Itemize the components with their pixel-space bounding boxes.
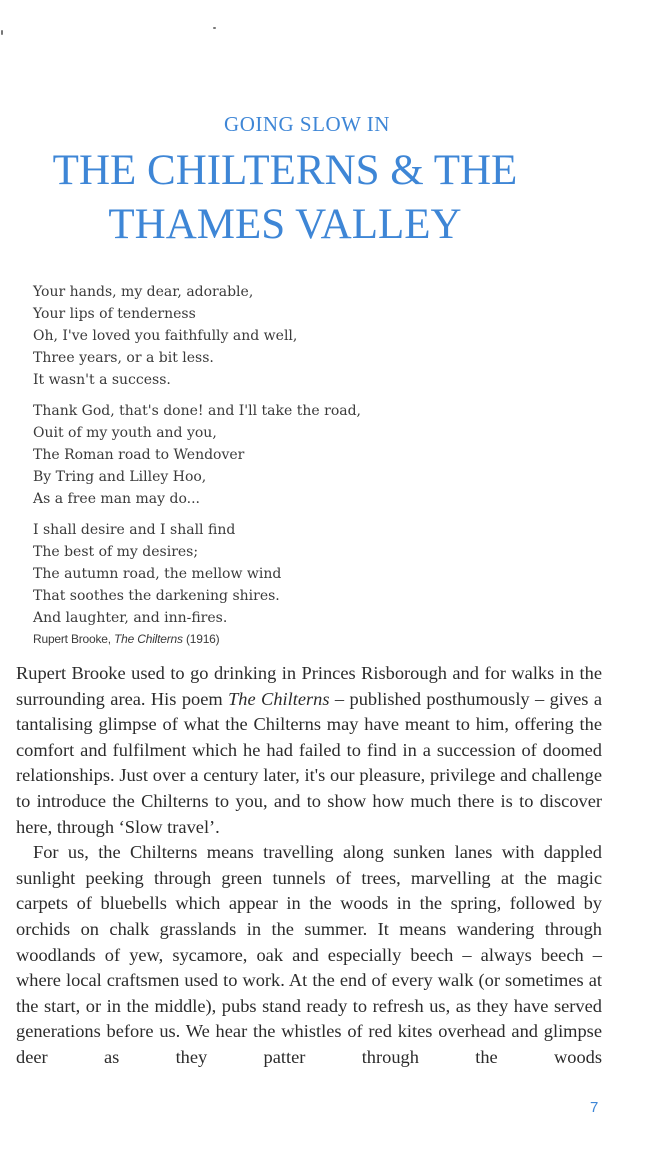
- poem-line: Three years, or a bit less.: [33, 350, 214, 366]
- paper-speck: [213, 27, 216, 29]
- chapter-title: [0, 144, 570, 252]
- poem-line: As a free man may do...: [33, 491, 201, 507]
- page-number: 7: [590, 1099, 599, 1116]
- poem-line: That soothes the darkening shires.: [33, 588, 280, 604]
- poem-line: Ouit of my youth and you,: [33, 425, 217, 441]
- poem-line: Thank God, that's done! and I'll take the road,: [33, 403, 362, 419]
- poem-line: Your lips of tenderness: [33, 306, 196, 322]
- poem-stanza: [33, 519, 361, 629]
- paragraph-1-start: Rupert Brooke used to go drinking in Princes Risborough and for walks in the surrounding area. His poem: [16, 663, 602, 709]
- chapter-subtitle: GOING SLOW IN: [224, 112, 390, 136]
- attribution-work: The Chilterns: [114, 632, 183, 646]
- poem-line: It wasn't a success.: [33, 372, 171, 388]
- attribution-year: (1916): [182, 632, 220, 646]
- poem-stanza: [33, 400, 361, 510]
- poem-line: And laughter, and inn-fires.: [33, 610, 228, 626]
- poem-line: The autumn road, the mellow wind: [33, 566, 282, 582]
- poem-line: By Tring and Lilley Hoo,: [33, 469, 207, 485]
- paragraph-1-end: – published posthumously – gives a tantalising glimpse of what the Chilterns may have meant to him, offering the comfort and fulfilment which he had failed to find in a succession of doomed relationships. Just over a century later, it's our pleasure, privilege and challenge to introduce the Chilterns to you, and to show how much there is to discover here, through ‘Slow travel’.: [16, 688, 602, 837]
- poem-stanza: [33, 281, 361, 391]
- chapter-title-line-1: THE CHILTERNS & THE: [52, 147, 518, 194]
- paragraph-2: For us, the Chilterns means travelling along sunken lanes with dappled sunlight peeking through green tunnels of trees, marvelling at the magic carpets of bluebells which appear in the woods in the spring, followed by orchids on chalk grasslands in the summer. It means wandering through woodlands of yew, sycamore, oak and especially beech – always beech – where local craftsmen used to work. At the end of every walk (or sometimes at the start, or in the middle), pubs stand ready to refresh us, as they have served generations before us. We hear the whistles of red kites overhead and glimpse deer as they patter through the woods: [16, 842, 602, 1067]
- paragraph-1-work: The Chilterns: [228, 688, 330, 709]
- poem-line: The best of my desires;: [33, 544, 199, 560]
- chapter-title-line-2: THAMES VALLEY: [108, 201, 462, 248]
- attribution-author: Rupert Brooke,: [33, 632, 115, 646]
- body-text: [16, 661, 602, 1071]
- poem-attribution: [33, 632, 361, 646]
- poem-line: The Roman road to Wendover: [33, 447, 245, 463]
- epigraph-poem: [33, 281, 361, 646]
- poem-line: I shall desire and I shall find: [33, 522, 236, 538]
- paragraph-1: [16, 661, 602, 840]
- paper-speck: [1, 30, 3, 35]
- poem-line: Your hands, my dear, adorable,: [33, 284, 254, 300]
- poem-line: Oh, I've loved you faithfully and well,: [33, 328, 298, 344]
